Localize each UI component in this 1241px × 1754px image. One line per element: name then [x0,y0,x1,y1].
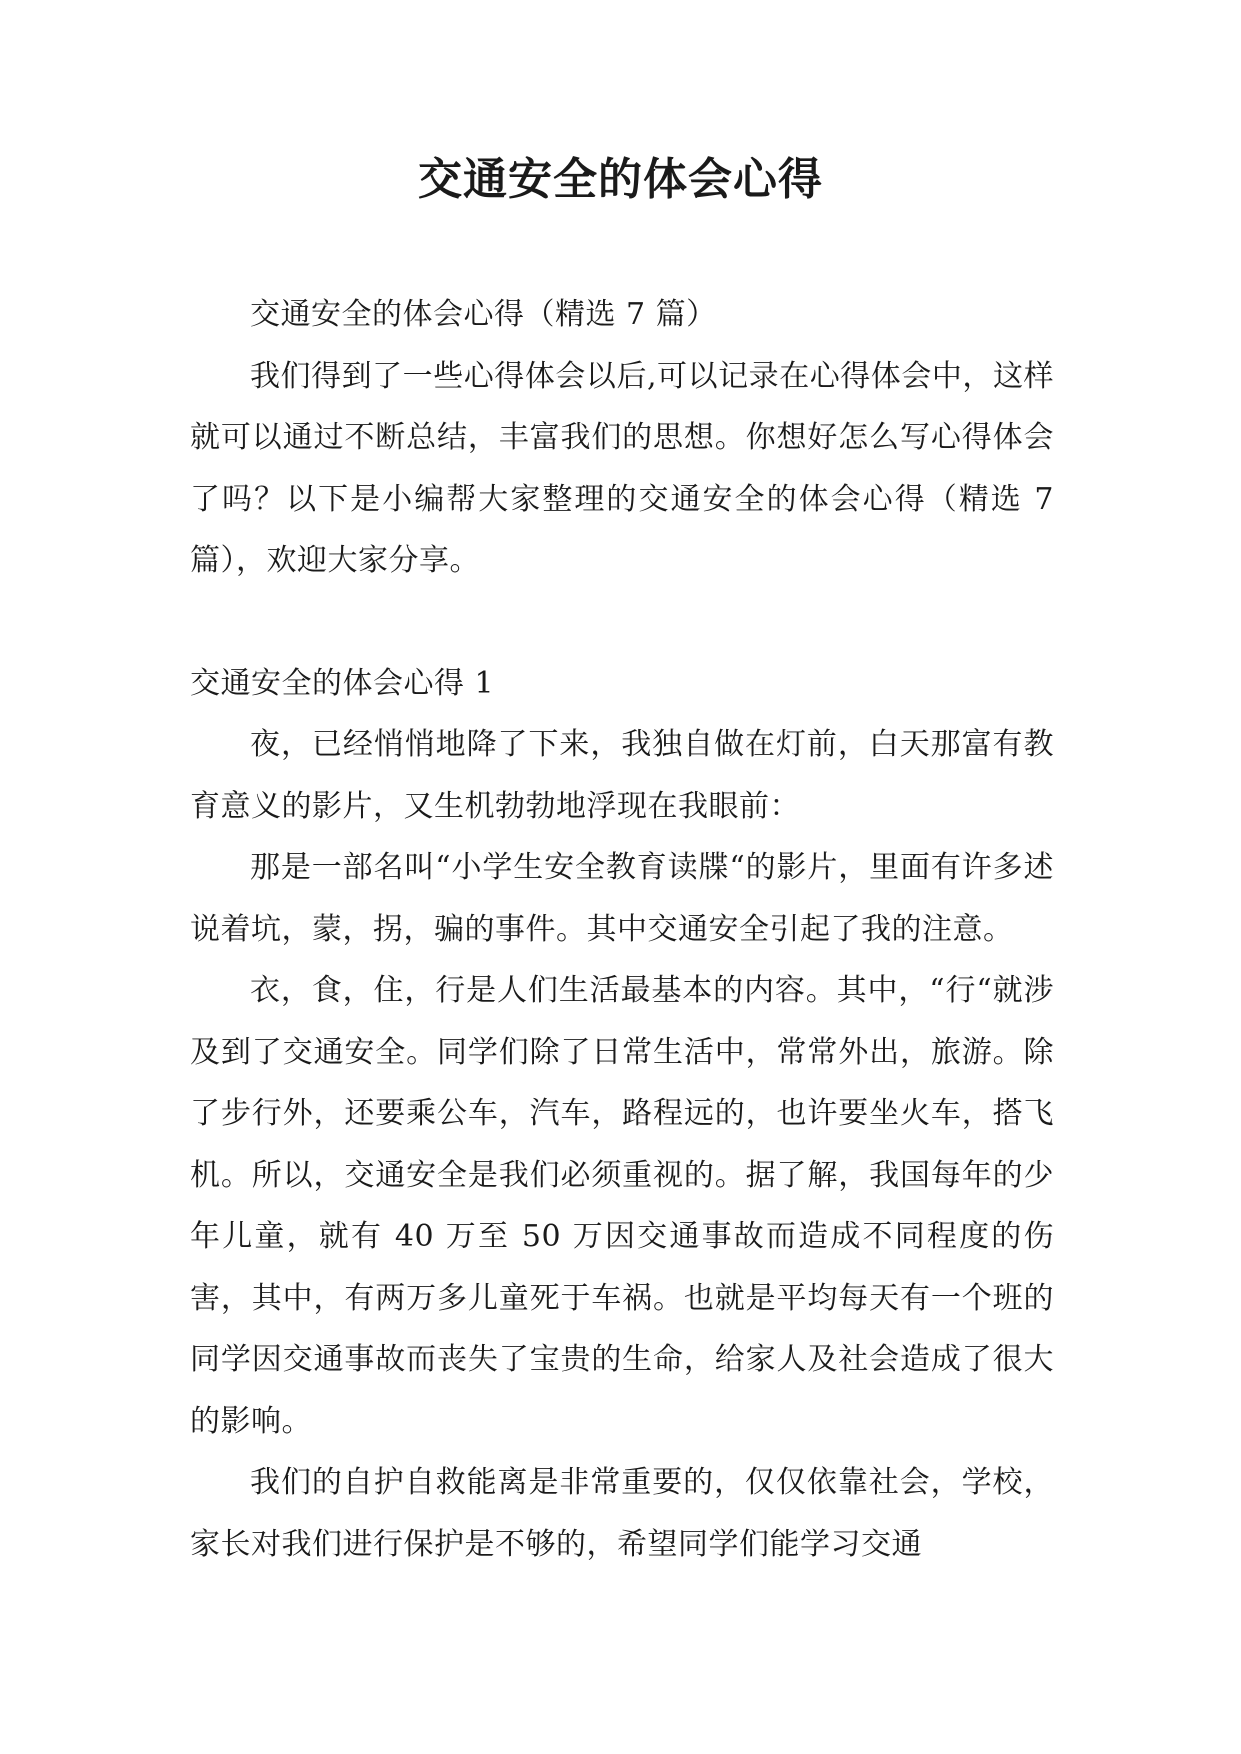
document-body [190,284,1054,1575]
document-title: 交通安全的体会心得 [418,154,823,205]
body-paragraph: 夜，已经悄悄地降了下来，我独自做在灯前，白天那富有教育意义的影片，又生机勃勃地浮现在我眼前： [190,727,1054,824]
section-spacer [190,592,1054,653]
body-paragraph: 我们的自护自救能离是非常重要的，仅仅依靠社会，学校，家长对我们进行保护是不够的，希望同学们能学习交通 [190,1465,1054,1562]
intro-paragraph: 我们得到了一些心得体会以后,可以记录在心得体会中，这样就可以通过不断总结，丰富我们的思想。你想好怎么写心得体会了吗？以下是小编帮大家整理的交通安全的体会心得（精选 7 篇），欢迎大家分享。 [190,358,1054,578]
body-paragraph: 那是一部名叫“小学生安全教育读牒“的影片，里面有许多述说着坑，蒙，拐，骗的事件。其中交通安全引起了我的注意。 [190,850,1054,947]
body-paragraph: 衣，食，住，行是人们生活最基本的内容。其中，“行“就涉及到了交通安全。同学们除了日常生活中，常常外出，旅游。除了步行外，还要乘公车，汽车，路程远的，也许要坐火车，搭飞机。所以，交通安全是我们必须重视的。据了解，我国每年的少年儿童，就有 40 万至 50 万因交通事故而造成不同程度的伤害，其中，有两万多儿童死于车祸。也就是平均每天有一个班的同学因交通事故而丧失了宝贵的生命，给家人及社会造成了很大的影响。 [190,973,1054,1439]
intro-subtitle: 交通安全的体会心得（精选 7 篇） [250,297,717,332]
section-heading: 交通安全的体会心得 1 [190,665,495,701]
